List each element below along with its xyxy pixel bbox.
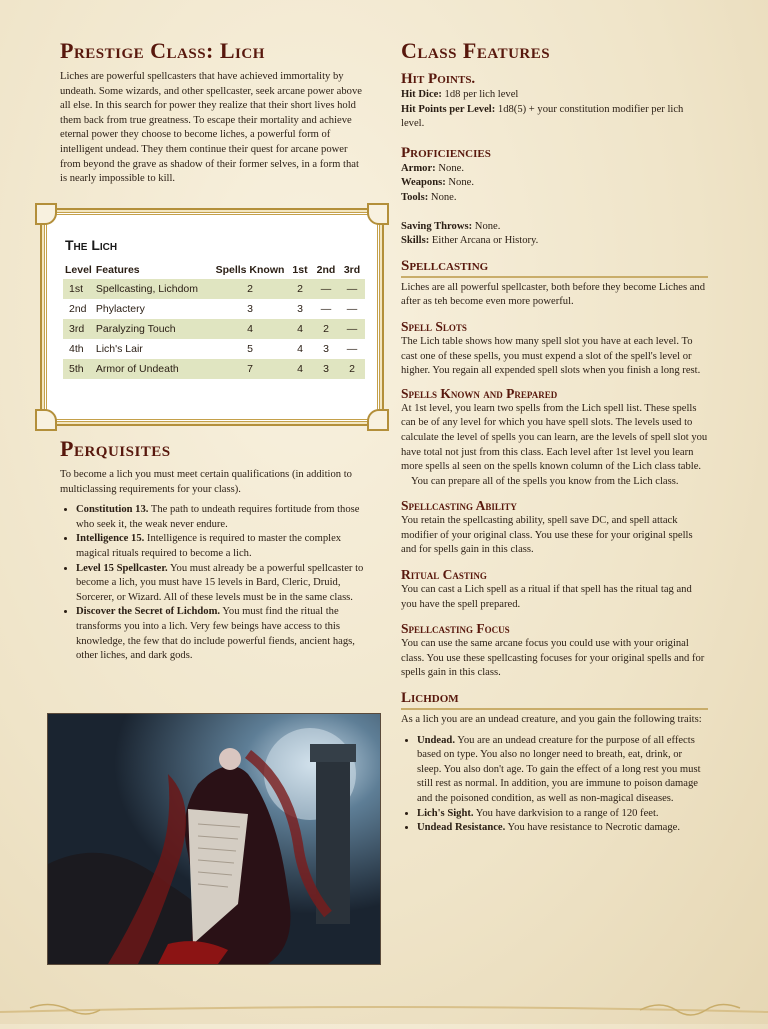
table-header-row — [63, 261, 365, 279]
table-cell: 2 — [287, 279, 313, 299]
footer-scroll-decoration — [0, 998, 768, 1024]
weapons-line: Weapons: None. — [401, 177, 474, 189]
col-header-3rd: 3rd — [343, 264, 361, 276]
table-cell: 2 — [339, 359, 365, 379]
table-cell: 3rd — [63, 319, 94, 339]
ritual-casting-heading: Ritual Casting — [401, 567, 487, 583]
lichdom-list — [401, 734, 708, 836]
table-cell: Paralyzing Touch — [94, 319, 213, 339]
proficiencies-heading: Proficiencies — [401, 144, 491, 161]
table-cell: 2 — [213, 279, 287, 299]
saving-throws-line: Saving Throws: None. — [401, 220, 501, 232]
spells-known-text: At 1st level, you learn two spells from the Lich spell list. These spells can be of any level for which you have spell slots. The levels used to calculate the level of spells you can learn, are the levels of spell slot you have total not just from this class. Each level after 1st level you learn more spells al seen on the spells known column of the Lich class table. — [401, 402, 708, 473]
intro-paragraph: Liches are powerful spellcasters that have achieved immortality by undeath. Some wizards, and other spellcaster, seek arcane power above all else. In this search for power they realize that their short lives hold them back from true greatness. To escape their mortality and achieve eternal power they choose to become liches, a powerful form of intelligent undead. They them continue their quest for arcane power from beyond the grave as shadow of their former selves, in a form that is nearly impossible to kill. — [60, 71, 362, 185]
table-cell: — — [313, 279, 339, 299]
right-column — [401, 38, 708, 836]
hit-dice-line: Hit Dice: 1d8 per lich level — [401, 89, 519, 100]
list-item: • Undead Resistance. You have resistance to Necrotic damage. — [417, 821, 708, 836]
hp-per-level-line: Hit Points per Level: 1d8(5) + your constitution modifier per lich level. — [401, 103, 684, 130]
frame-corner-ornament — [35, 203, 57, 225]
table-cell: Lich's Lair — [95, 343, 143, 355]
left-column — [60, 38, 368, 187]
col-header-level: Level — [65, 264, 92, 276]
table-row — [63, 339, 365, 359]
col-header-features: Features — [95, 264, 140, 276]
hit-points-heading: Hit Points. — [401, 71, 476, 87]
perquisites-title: Perquisites — [60, 436, 171, 461]
class-features-title: Class Features — [401, 38, 551, 63]
page-footer-ornament — [0, 998, 768, 1024]
spellcasting-focus-text: You can use the same arcane focus you could use with your original class. You use these spellcasting focuses for your original spells and for spells gain in this class. — [401, 638, 705, 679]
table-cell: 3 — [313, 359, 339, 379]
col-header-1st: 1st — [292, 264, 308, 276]
list-item: • Level 15 Spellcaster. You must already be a powerful spellcaster to become a lich, you must have 15 levels in Bard, Cleric, Druid, Sorcerer, or Wizard. All of these levels must be in the same class. — [76, 562, 368, 606]
spellcasting-ability-heading: Spellcasting Ability — [401, 498, 517, 514]
table-cell: Phylactery — [95, 303, 145, 315]
spellcasting-ability-text: You retain the spellcasting ability, spell save DC, and spell attack modifier of your original class. You use these for your original spells and for spells gain in this class. — [401, 515, 693, 556]
lichdom-intro: As a lich you are an undead creature, and you gain the following traits: — [401, 714, 702, 726]
table-cell: — — [339, 279, 365, 299]
spellcasting-focus-heading: Spellcasting Focus — [401, 621, 510, 637]
col-header-spells-known: Spells Known — [215, 264, 285, 276]
page-title: Prestige Class: Lich — [60, 38, 265, 63]
table-cell: 3 — [323, 343, 329, 355]
table-cell: 7 — [213, 359, 287, 379]
table-cell: 4th — [69, 343, 84, 355]
table-cell: 4 — [287, 359, 313, 379]
table-cell: Armor of Undeath — [94, 359, 213, 379]
table-cell: — — [339, 319, 365, 339]
tools-line: Tools: None. — [401, 191, 457, 203]
lich-artwork-image — [47, 713, 381, 965]
col-header-2nd: 2nd — [316, 264, 336, 276]
lich-table-frame — [44, 212, 380, 422]
list-item: • Lich's Sight. You have darkvision to a range of 120 feet. — [417, 807, 708, 822]
table-title: The Lich — [65, 237, 118, 253]
table-cell: 2nd — [69, 303, 87, 315]
spells-known-text-2: You can prepare all of the spells you know from the Lich class. — [411, 475, 679, 487]
skills-line: Skills: Either Arcana or History. — [401, 235, 539, 247]
perquisites-intro: To become a lich you must meet certain qualifications (in addition to multiclassing requirements for your class). — [60, 469, 352, 495]
table-cell: 4 — [297, 343, 303, 355]
list-item: • Intelligence 15. Intelligence is required to master the complex magical rituals required to become a lich. — [76, 532, 368, 561]
perquisites-list — [60, 503, 368, 664]
table-cell: 3 — [247, 303, 253, 315]
frame-corner-ornament — [367, 409, 389, 431]
frame-corner-ornament — [35, 409, 57, 431]
spell-slots-heading: Spell Slots — [401, 318, 467, 334]
table-cell: 4 — [287, 319, 313, 339]
spell-slots-text: The Lich table shows how many spell slot you have at each level. To cast one of these spells, you must expend a slot of the spell's level or higher. You regain all expended spell slots when you finish a long rest. — [401, 335, 701, 377]
spellcasting-text: Liches are all powerful spellcaster, both before they become Liches and after as teh become even more powerful. — [401, 281, 706, 308]
armor-line: Armor: None. — [401, 162, 464, 174]
ritual-casting-text: You can cast a Lich spell as a ritual if that spell has the ritual tag and you have the spell prepared. — [401, 584, 692, 610]
spells-known-heading: Spells Known and Prepared — [401, 385, 558, 401]
table-cell: 3 — [297, 303, 303, 315]
table-cell: Spellcasting, Lichdom — [94, 279, 213, 299]
table-cell: 5th — [63, 359, 94, 379]
table-cell: 2 — [313, 319, 339, 339]
list-item: • Undead. You are an undead creature for the purpose of all effects based on type. You also no longer need to breath, eat, drink, or sleep. You also don't age. To gain the effect of a long rest you must still rest as normal. In addition, you are immune to poison damage and the poisoned condition, as well as non-magical diseases. — [417, 734, 708, 807]
perquisites-section — [60, 436, 368, 664]
table-row — [63, 319, 365, 339]
table-cell: 1st — [63, 279, 94, 299]
table-row — [63, 279, 365, 299]
table-cell: 5 — [247, 343, 253, 355]
table-cell: — — [346, 343, 358, 355]
table-cell: — — [346, 303, 358, 315]
table-cell: 4 — [213, 319, 287, 339]
list-item: • Discover the Secret of Lichdom. You must find the ritual the transforms you into a lich. Very few beings have access to this knowledge, the few that do include powerful fiends, ancient hags, other liches, and dark gods. — [76, 605, 368, 663]
list-item: • Constitution 13. The path to undeath requires fortitude from those who seek it, the weak never endure. — [76, 503, 368, 532]
lich-illustration — [48, 714, 380, 964]
frame-corner-ornament — [367, 203, 389, 225]
table-row — [63, 299, 365, 319]
spellcasting-heading: Spellcasting — [401, 257, 708, 278]
lich-class-table — [63, 261, 365, 379]
table-row — [63, 359, 365, 379]
table-cell: — — [320, 303, 332, 315]
lichdom-heading: Lichdom — [401, 689, 708, 710]
